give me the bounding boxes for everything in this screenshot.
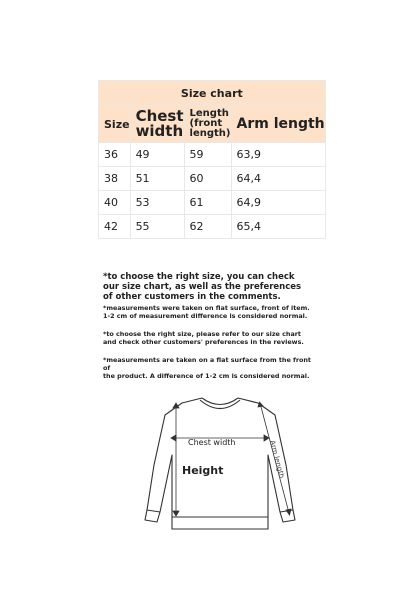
cell-chest: 55 xyxy=(130,215,184,239)
header-chest-line2: width xyxy=(135,122,184,140)
note-small3-line1: *measurements are taken on a flat surface from the front of xyxy=(103,356,311,372)
sweatshirt-diagram xyxy=(140,395,300,535)
header-length-line2: (front xyxy=(189,118,223,129)
note-measurement-1 xyxy=(103,304,318,320)
note-main-line3: of other customers in the comments. xyxy=(103,292,281,302)
cell-length: 62 xyxy=(184,215,231,239)
note-measurement-2 xyxy=(103,356,318,380)
table-row xyxy=(99,191,326,215)
arm-arrow-top xyxy=(258,402,263,407)
chest-arrow-left xyxy=(171,435,176,441)
cell-arm: 65,4 xyxy=(231,215,325,239)
chest-arrow-right xyxy=(264,435,269,441)
height-arrow-bottom xyxy=(173,511,179,516)
header-length xyxy=(184,106,231,143)
table-title: Size chart xyxy=(99,81,326,106)
note-small1-line1: *measurements were taken on flat surface, front of item. xyxy=(103,304,310,312)
note-small3-line2: the product. A difference of 1-2 cm is considered normal. xyxy=(103,372,310,380)
cell-size: 42 xyxy=(99,215,131,239)
note-main xyxy=(103,272,318,302)
header-size: Size xyxy=(99,106,131,143)
header-chest-line1: Chest xyxy=(135,107,184,125)
note-main-line2: our size chart, as well as the preferences xyxy=(103,282,302,292)
cell-chest: 53 xyxy=(130,191,184,215)
table-row xyxy=(99,143,326,167)
cell-length: 60 xyxy=(184,167,231,191)
cell-arm: 63,9 xyxy=(231,143,325,167)
header-length-line1: Length xyxy=(189,108,229,119)
cell-size: 40 xyxy=(99,191,131,215)
size-chart-table xyxy=(98,80,326,239)
arm-label: Arm length xyxy=(268,439,286,480)
size-notes xyxy=(103,272,318,390)
cell-chest: 51 xyxy=(130,167,184,191)
note-main-line1: *to choose the right size, you can check xyxy=(103,272,295,282)
table-title-row xyxy=(99,81,326,106)
table-header-row xyxy=(99,106,326,143)
cell-size: 38 xyxy=(99,167,131,191)
cell-length: 59 xyxy=(184,143,231,167)
note-small1-line2: 1-2 cm of measurement difference is considered normal. xyxy=(103,312,308,320)
chest-label: Chest width xyxy=(188,438,236,447)
note-guide xyxy=(103,330,318,346)
note-small2-line2: and check other customers' preferences in the reviews. xyxy=(103,338,304,346)
cell-chest: 49 xyxy=(130,143,184,167)
cell-arm: 64,9 xyxy=(231,191,325,215)
table-row xyxy=(99,167,326,191)
height-label: Height xyxy=(182,464,224,477)
cell-length: 61 xyxy=(184,191,231,215)
header-chest xyxy=(130,106,184,143)
header-arm: Arm length xyxy=(231,106,325,143)
cell-size: 36 xyxy=(99,143,131,167)
note-small2-line1: *to choose the right size, please refer to our size chart xyxy=(103,330,301,338)
cell-arm: 64,4 xyxy=(231,167,325,191)
header-length-line3: length) xyxy=(189,128,231,139)
arm-arrow-bottom xyxy=(286,509,291,515)
table-row xyxy=(99,215,326,239)
